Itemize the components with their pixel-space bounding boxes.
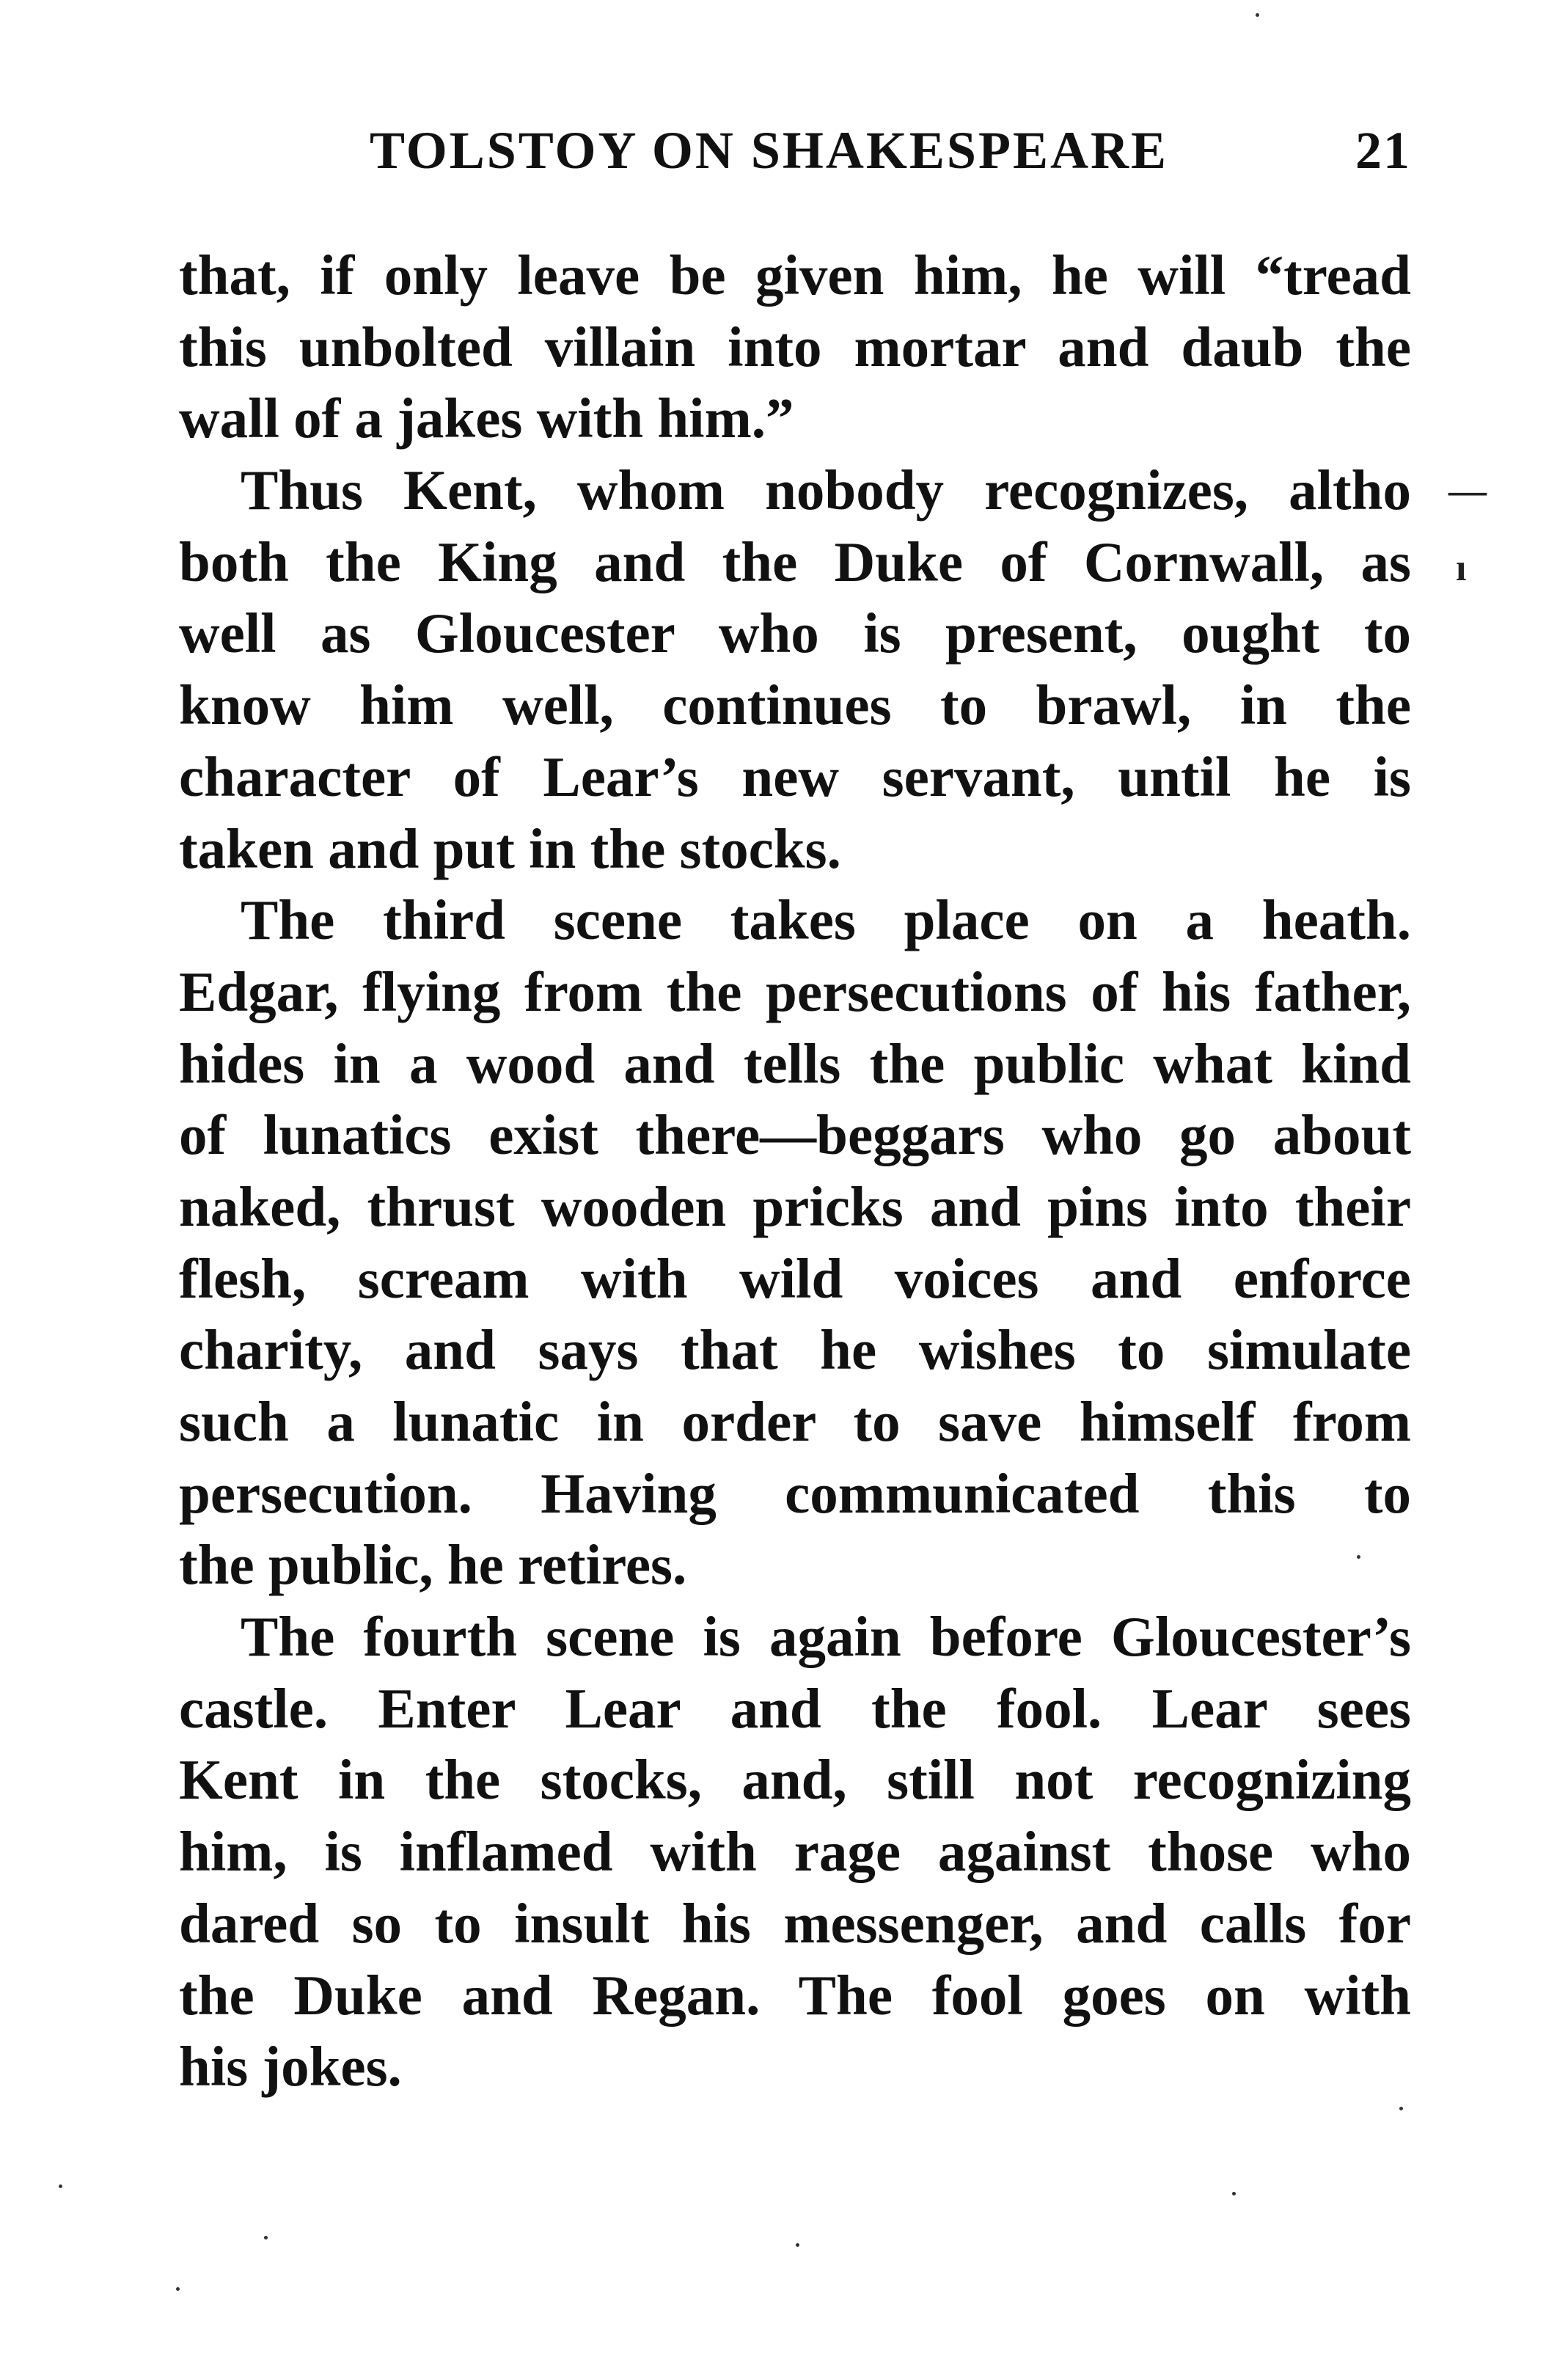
text-line: Kent in the stocks, and, still not recognizing	[179, 1748, 1411, 1812]
text-line: charity, and says that he wishes to simulate	[179, 1318, 1411, 1382]
print-speck	[264, 2236, 268, 2239]
paragraph-first-line: The fourth scene is again before Gloucester’s	[241, 1605, 1411, 1669]
text-line: naked, thrust wooden pricks and pins into their	[179, 1174, 1411, 1238]
text-line: character of Lear’s new servant, until he is	[179, 745, 1411, 808]
running-head	[179, 110, 1411, 191]
text-line: him, is inflamed with rage against those who	[179, 1820, 1411, 1884]
print-speck	[796, 2243, 799, 2247]
body-text	[179, 240, 1411, 2103]
print-speck	[1357, 1555, 1360, 1559]
text-line: wall of a jakes with him.”	[179, 387, 794, 450]
text-line: dared so to insult his messenger, and calls for	[179, 1891, 1411, 1955]
text-line: flesh, scream with wild voices and enforce	[179, 1246, 1411, 1310]
print-speck	[176, 2287, 180, 2291]
print-speck	[1256, 13, 1259, 17]
running-title: TOLSTOY ON SHAKESPEARE	[370, 121, 1168, 180]
text-line: taken and put in the stocks.	[179, 816, 841, 880]
text-line: Edgar, flying from the persecutions of his father,	[179, 959, 1411, 1023]
margin-dash-mark: —	[1448, 470, 1487, 512]
text-line: this unbolted villain into mortar and daub the	[179, 315, 1411, 379]
text-line: know him well, continues to brawl, in the	[179, 673, 1411, 737]
text-line: well as Gloucester who is present, ought to	[179, 602, 1411, 665]
page-number: 21	[1355, 121, 1411, 180]
text-line: the public, he retires.	[179, 1533, 687, 1597]
text-line: hides in a wood and tells the public what kind	[179, 1031, 1411, 1095]
print-speck	[59, 2184, 62, 2188]
text-line: that, if only leave be given him, he will “tread	[179, 244, 1411, 307]
text-line: both the King and the Duke of Cornwall, as	[179, 530, 1411, 593]
print-speck	[1399, 2107, 1403, 2110]
text-line: castle. Enter Lear and the fool. Lear sees	[179, 1676, 1411, 1740]
text-line: such a lunatic in order to save himself from	[179, 1390, 1411, 1453]
text-line: of lunatics exist there—beggars who go about	[179, 1103, 1411, 1167]
text-line: the Duke and Regan. The fool goes on with	[179, 1963, 1411, 2027]
margin-tick-mark: ı	[1456, 547, 1467, 589]
text-line: his jokes.	[179, 2035, 402, 2099]
text-line: persecution. Having communicated this to	[179, 1461, 1411, 1525]
paragraph-first-line: Thus Kent, whom nobody recognizes, altho	[241, 458, 1411, 522]
print-speck	[1232, 2192, 1236, 2195]
paragraph-first-line: The third scene takes place on a heath.	[241, 888, 1411, 952]
